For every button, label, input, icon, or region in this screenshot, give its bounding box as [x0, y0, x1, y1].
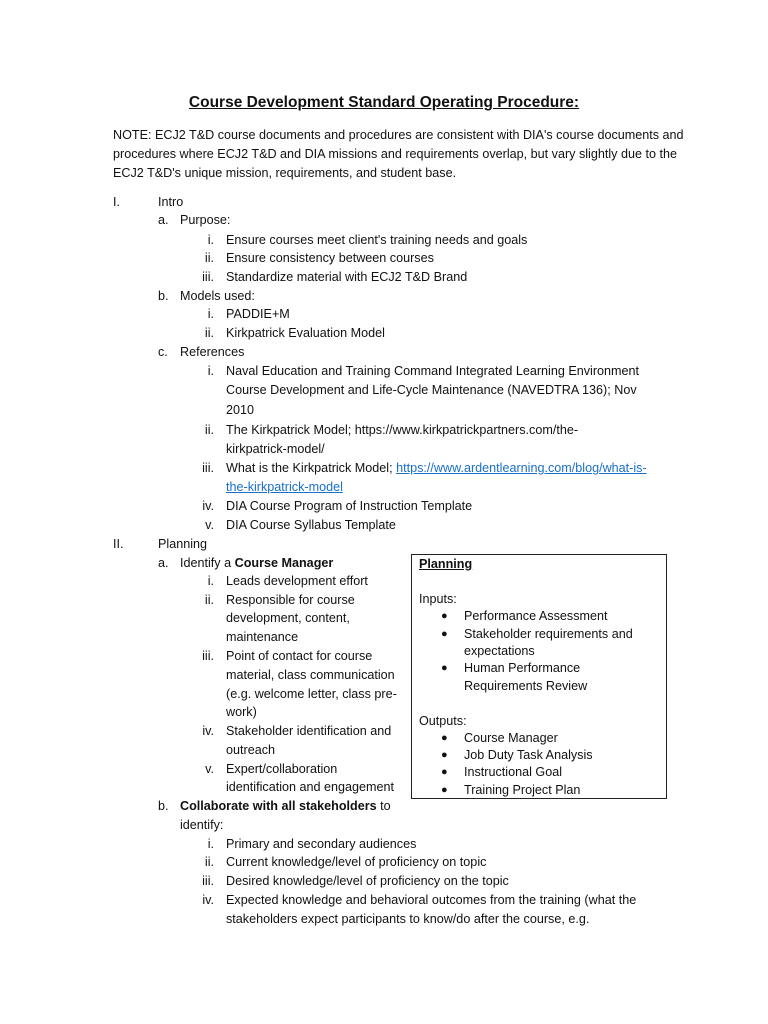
subitem-number: i.: [207, 233, 214, 247]
subitem-text: work): [226, 705, 257, 719]
subitem-number: iii.: [202, 461, 214, 475]
subitem-text: Course Development and Life-Cycle Maintenance (NAVEDTRA 136); Nov: [226, 383, 637, 397]
reference-link[interactable]: the-kirkpatrick-model: [226, 480, 343, 494]
subitem-text: 2010: [226, 403, 255, 417]
subitem-text: Stakeholder identification and: [226, 724, 392, 738]
label-bold: Course Manager: [234, 556, 334, 570]
subitem-text: DIA Course Syllabus Template: [226, 518, 396, 532]
bullet-icon: ●: [441, 749, 448, 761]
subitem-text: PADDIE+M: [226, 307, 290, 321]
output-item: Training Project Plan: [464, 783, 581, 797]
input-item: Performance Assessment: [464, 609, 608, 623]
item-label: [180, 554, 333, 572]
section-numeral: I.: [113, 195, 120, 209]
subitem-number: ii.: [204, 593, 214, 607]
label-prefix: Identify a: [180, 556, 235, 570]
inputs-label: Inputs:: [419, 592, 457, 606]
item-label: [180, 797, 391, 815]
bullet-icon: ●: [441, 732, 448, 744]
item-letter: b.: [158, 799, 169, 813]
item-letter: c.: [158, 345, 168, 359]
subitem-number: i.: [207, 307, 214, 321]
subitem-text: Kirkpatrick Evaluation Model: [226, 326, 385, 340]
subitem-text: Ensure consistency between courses: [226, 251, 434, 265]
subitem-text: Expert/collaboration: [226, 762, 338, 776]
subitem-text: Responsible for course: [226, 593, 355, 607]
output-item: Job Duty Task Analysis: [464, 748, 593, 762]
label-bold: Collaborate with all stakeholders: [180, 799, 377, 813]
subitem-number: iii.: [202, 649, 214, 663]
input-item: Stakeholder requirements and: [464, 627, 633, 641]
subitem-number: iv.: [202, 724, 214, 738]
subitem-number: iii.: [202, 270, 214, 284]
item-letter: a.: [158, 213, 169, 227]
input-item-continued: expectations: [464, 644, 535, 658]
subitem-text: Current knowledge/level of proficiency on topic: [226, 855, 487, 869]
subitem-text: Leads development effort: [226, 574, 368, 588]
note-line-3: ECJ2 T&D's unique mission, requirements, and student base.: [113, 166, 457, 180]
subitem-text: development, content,: [226, 611, 350, 625]
subitem-text: The Kirkpatrick Model; https://www.kirkpatrickpartners.com/the-: [226, 423, 579, 437]
subitem-text: material, class communication: [226, 668, 395, 682]
subitem-text: maintenance: [226, 630, 299, 644]
subitem-number: iv.: [202, 499, 214, 513]
note-line-1: NOTE: ECJ2 T&D course documents and procedures are consistent with DIA's course documents and: [113, 128, 684, 142]
bullet-icon: ●: [441, 784, 448, 796]
subitem-text: outreach: [226, 743, 276, 757]
subitem-number: i.: [207, 574, 214, 588]
reference-link[interactable]: https://www.ardentlearning.com/blog/what-is-: [396, 461, 647, 475]
subitem-text: identification and engagement: [226, 780, 395, 794]
bullet-icon: ●: [441, 610, 448, 622]
subitem-text: Naval Education and Training Command Integrated Learning Environment: [226, 364, 640, 378]
output-item: Instructional Goal: [464, 765, 563, 779]
subitem-number: iii.: [202, 874, 214, 888]
planning-box: [411, 554, 667, 799]
subitem-number: i.: [207, 364, 214, 378]
section-heading: Intro: [158, 195, 184, 209]
subitem-text: stakeholders expect participants to know/do after the course, e.g.: [226, 912, 590, 926]
document-title: Course Development Standard Operating Procedure:: [188, 94, 580, 111]
subitem-text: Point of contact for course: [226, 649, 373, 663]
item-label: References: [180, 345, 245, 359]
bullet-icon: ●: [441, 766, 448, 778]
item-label: Models used:: [180, 289, 255, 303]
subitem-prefix: What is the Kirkpatrick Model;: [226, 461, 397, 475]
subitem-text: (e.g. welcome letter, class pre-: [226, 687, 397, 701]
outputs-label: Outputs:: [419, 714, 467, 728]
item-letter: a.: [158, 556, 169, 570]
subitem-text: Standardize material with ECJ2 T&D Brand: [226, 270, 468, 284]
bullet-icon: ●: [441, 628, 448, 640]
input-item-continued: Requirements Review: [464, 679, 588, 693]
item-label-continued: identify:: [180, 818, 224, 832]
subitem-number: ii.: [204, 251, 214, 265]
subitem-number: ii.: [204, 423, 214, 437]
label-suffix: to: [376, 799, 391, 813]
subitem-number: ii.: [204, 326, 214, 340]
bullet-icon: ●: [441, 662, 448, 674]
subitem-number: v.: [205, 518, 214, 532]
subitem-text: DIA Course Program of Instruction Template: [226, 499, 473, 513]
subitem-number: i.: [207, 837, 214, 851]
subitem-number: ii.: [204, 855, 214, 869]
input-item: Human Performance: [464, 661, 581, 675]
item-label: Purpose:: [180, 213, 231, 227]
subitem-text: [226, 459, 647, 477]
subitem-text: Desired knowledge/level of proficiency on the topic: [226, 874, 509, 888]
section-numeral: II.: [113, 537, 124, 551]
item-letter: b.: [158, 289, 169, 303]
subitem-text: kirkpatrick-model/: [226, 442, 325, 456]
planning-box-title: Planning: [419, 557, 473, 571]
subitem-text: Ensure courses meet client's training needs and goals: [226, 233, 528, 247]
subitem-number: iv.: [202, 893, 214, 907]
note-line-2: procedures where ECJ2 T&D and DIA missions and requirements overlap, but vary slightly due to the: [113, 147, 677, 161]
section-heading: Planning: [158, 537, 208, 551]
subitem-text: Expected knowledge and behavioral outcomes from the training (what the: [226, 893, 637, 907]
output-item: Course Manager: [464, 731, 558, 745]
subitem-number: v.: [205, 762, 214, 776]
subitem-text: Primary and secondary audiences: [226, 837, 417, 851]
